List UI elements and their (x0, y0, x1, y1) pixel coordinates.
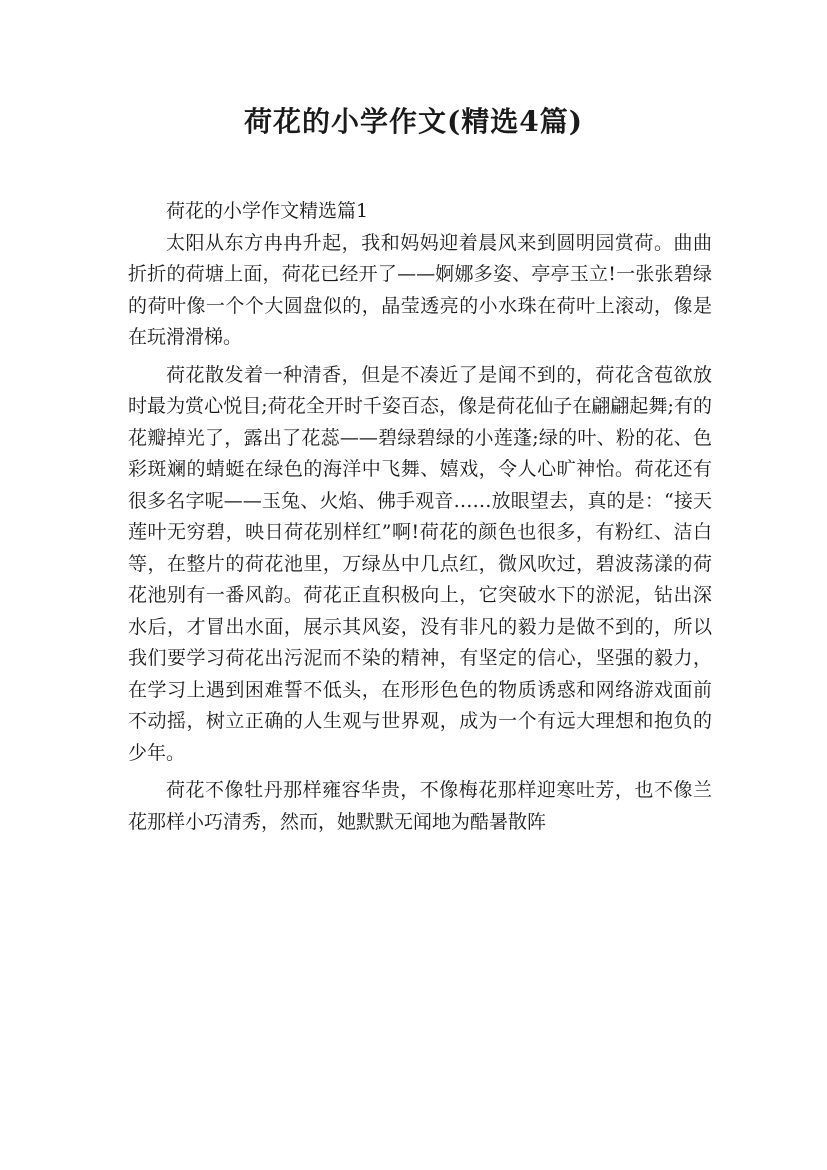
paragraph-3: 荷花不像牡丹那样雍容华贵，不像梅花那样迎寒吐芳，也不像兰花那样小巧清秀，然而，她默默无闻地为酷暑散阵 (128, 779, 712, 833)
section-heading: 荷花的小学作文精选篇1 (166, 200, 369, 222)
paragraph-1: 太阳从东方冉冉升起，我和妈妈迎着晨风来到圆明园赏荷。曲曲折折的荷塘上面，荷花已经开了——婀娜多姿、亭亭玉立!一张张碧绿的荷叶像一个个大圆盘似的，晶莹透亮的小水珠在荷叶上滚动，像是在玩滑滑梯。 (128, 231, 712, 348)
document-body (128, 196, 712, 844)
document-title: 荷花的小学作文(精选4篇) (244, 105, 583, 138)
paragraph-2: 荷花散发着一种清香，但是不凑近了是闻不到的，荷花含苞欲放时最为赏心悦目;荷花全开时千姿百态，像是荷花仙子在翩翩起舞;有的花瓣掉光了，露出了花蕊——碧绿碧绿的小莲蓬;绿的叶、粉的花、色彩斑斓的蜻蜓在绿色的海洋中飞舞、嬉戏，令人心旷神怡。荷花还有很多名字呢——玉兔、火焰、佛手观音……放眼望去，真的是：“接天莲叶无穷碧，映日荷花别样红”啊!荷花的颜色也很多，有粉红、洁白等，在整片的荷花池里，万绿丛中几点红，微风吹过，碧波荡漾的荷花池别有一番风韵。荷花正直积极向上，它突破水下的淤泥，钻出深水后，才冒出水面，展示其风姿，没有非凡的毅力是做不到的，所以我们要学习荷花出污泥而不染的精神，有坚定的信心，坚强的毅力，在学习上遇到困难誓不低头，在形形色色的物质诱惑和网络游戏面前不动摇，树立正确的人生观与世界观，成为一个有远大理想和抱负的少年。 (128, 363, 712, 764)
